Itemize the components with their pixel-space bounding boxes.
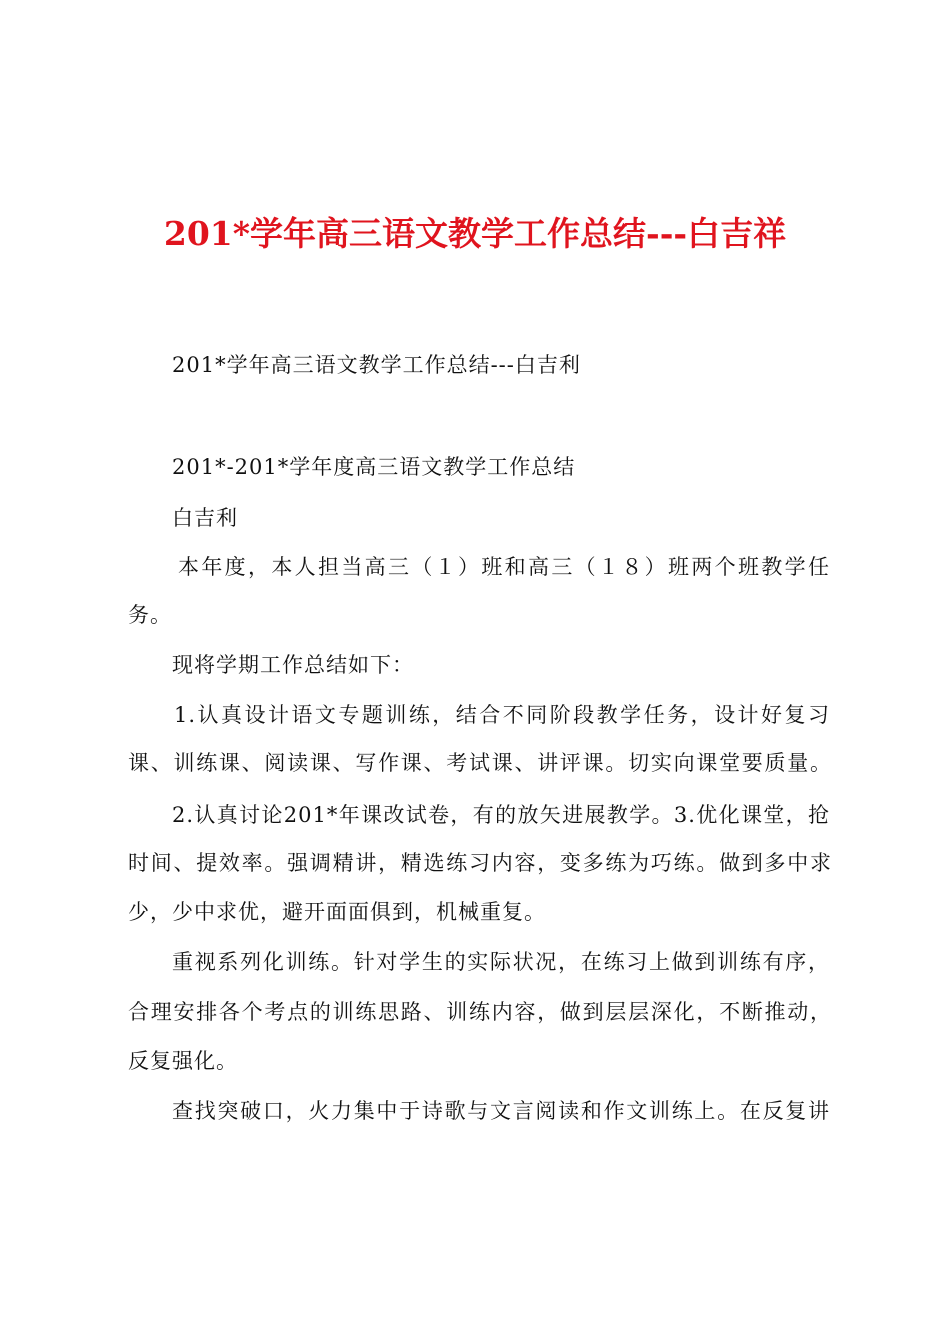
body-line: 少，少中求优，避开面面俱到，机械重复。 bbox=[128, 900, 546, 924]
author-name: 白吉利 bbox=[172, 506, 238, 530]
body-line: 查找突破口，火力集中于诗歌与文言阅读和作文训练上。在反复讲 bbox=[172, 1099, 830, 1123]
document-title: 201*学年高三语文教学工作总结---白吉祥 bbox=[163, 214, 787, 253]
subtitle-line: 201*学年高三语文教学工作总结---白吉利 bbox=[172, 353, 581, 377]
body-line: 本年度，本人担当高三（１）班和高三（１８）班两个班教学任 bbox=[178, 555, 830, 579]
body-line: 1.认真设计语文专题训练，结合不同阶段教学任务，设计好复习 bbox=[174, 703, 830, 727]
body-line: 反复强化。 bbox=[128, 1049, 238, 1073]
body-line: 务。 bbox=[128, 603, 172, 627]
body-line: 重视系列化训练。针对学生的实际状况，在练习上做到训练有序， bbox=[172, 950, 830, 974]
body-line: 现将学期工作总结如下： bbox=[172, 653, 414, 677]
year-heading: 201*-201*学年度高三语文教学工作总结 bbox=[172, 455, 576, 479]
body-line: 2.认真讨论201*年课改试卷，有的放矢进展教学。3.优化课堂，抢 bbox=[172, 803, 830, 827]
body-line: 时间、提效率。强调精讲，精选练习内容，变多练为巧练。做到多中求 bbox=[128, 851, 832, 875]
body-line: 合理安排各个考点的训练思路、训练内容，做到层层深化，不断推动， bbox=[128, 1000, 832, 1024]
body-line: 课、训练课、阅读课、写作课、考试课、讲评课。切实向课堂要质量。 bbox=[128, 751, 832, 775]
